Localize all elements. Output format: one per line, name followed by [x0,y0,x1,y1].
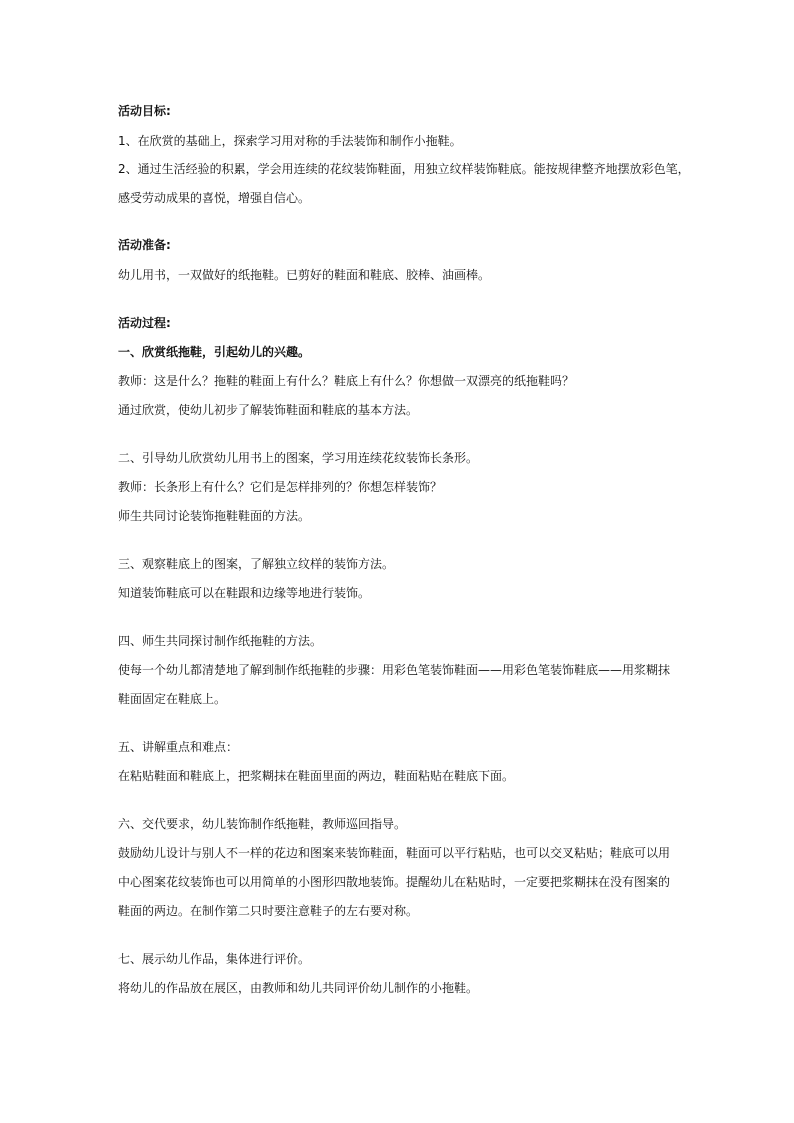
step-1-line-2: 通过欣赏，使幼儿初步了解装饰鞋面和鞋底的基本方法。 [118,403,419,417]
goals-item-1: 1、在欣赏的基础上，探索学习用对称的手法装饰和制作小拖鞋。 [118,134,462,148]
goals-item-2-line-1: 2、通过生活经验的积累，学会用连续的花纹装饰鞋面，用独立纹样装饰鞋底。能按规律整齐地摆放彩色笔， [118,162,690,176]
step-3-line-1: 知道装饰鞋底可以在鞋跟和边缘等地进行装饰。 [118,586,371,600]
goals-item-2-line-2: 感受劳动成果的喜悦，增强自信心。 [118,191,311,205]
step-6-line-1: 鼓励幼儿设计与别人不一样的花边和图案来装饰鞋面，鞋面可以平行粘贴，也可以交叉粘贴；鞋底可以用 [118,846,671,860]
step-6-line-2: 中心图案花纹装饰也可以用简单的小图形四散地装饰。提醒幼儿在粘贴时，一定要把浆糊抹在没有图案的 [118,875,671,889]
step-4-line-2: 鞋面固定在鞋底上。 [118,692,227,706]
prep-text: 幼儿用书，一双做好的纸拖鞋。已剪好的鞋面和鞋底、胶棒、油画棒。 [118,268,491,282]
step-7-line-1: 将幼儿的作品放在展区，由教师和幼儿共同评价幼儿制作的小拖鞋。 [118,981,479,995]
step-6-title: 六、交代要求，幼儿装饰制作纸拖鞋，教师巡回指导。 [118,817,407,831]
step-7-title: 七、展示幼儿作品，集体进行评价。 [118,952,311,966]
step-2-line-2: 师生共同讨论装饰拖鞋鞋面的方法。 [118,509,311,523]
process-heading: 活动过程: [118,316,171,330]
step-1-title: 一、欣赏纸拖鞋，引起幼儿的兴趣。 [118,345,311,359]
step-2-title: 二、引导幼儿欣赏幼儿用书上的图案，学习用连续花纹装饰长条形。 [118,451,479,465]
step-2-line-1: 教师：长条形上有什么？它们是怎样排列的？你想怎样装饰？ [118,480,443,494]
step-6-line-3: 鞋面的两边。在制作第二只时要注意鞋子的左右要对称。 [118,904,419,918]
goals-heading: 活动目标: [118,104,171,118]
step-5-title: 五、讲解重点和难点： [118,740,239,754]
step-3-title: 三、观察鞋底上的图案，了解独立纹样的装饰方法。 [118,557,395,571]
prep-heading: 活动准备: [118,238,171,252]
step-1-line-1: 教师：这是什么？拖鞋的鞋面上有什么？鞋底上有什么？你想做一双漂亮的纸拖鞋吗？ [118,374,575,388]
step-4-line-1: 使每一个幼儿都清楚地了解到制作纸拖鞋的步骤：用彩色笔装饰鞋面——用彩色笔装饰鞋底——用浆糊抹 [118,663,671,677]
step-4-title: 四、师生共同探讨制作纸拖鞋的方法。 [118,634,323,648]
step-5-line-1: 在粘贴鞋面和鞋底上，把浆糊抹在鞋面里面的两边，鞋面粘贴在鞋底下面。 [118,769,515,783]
